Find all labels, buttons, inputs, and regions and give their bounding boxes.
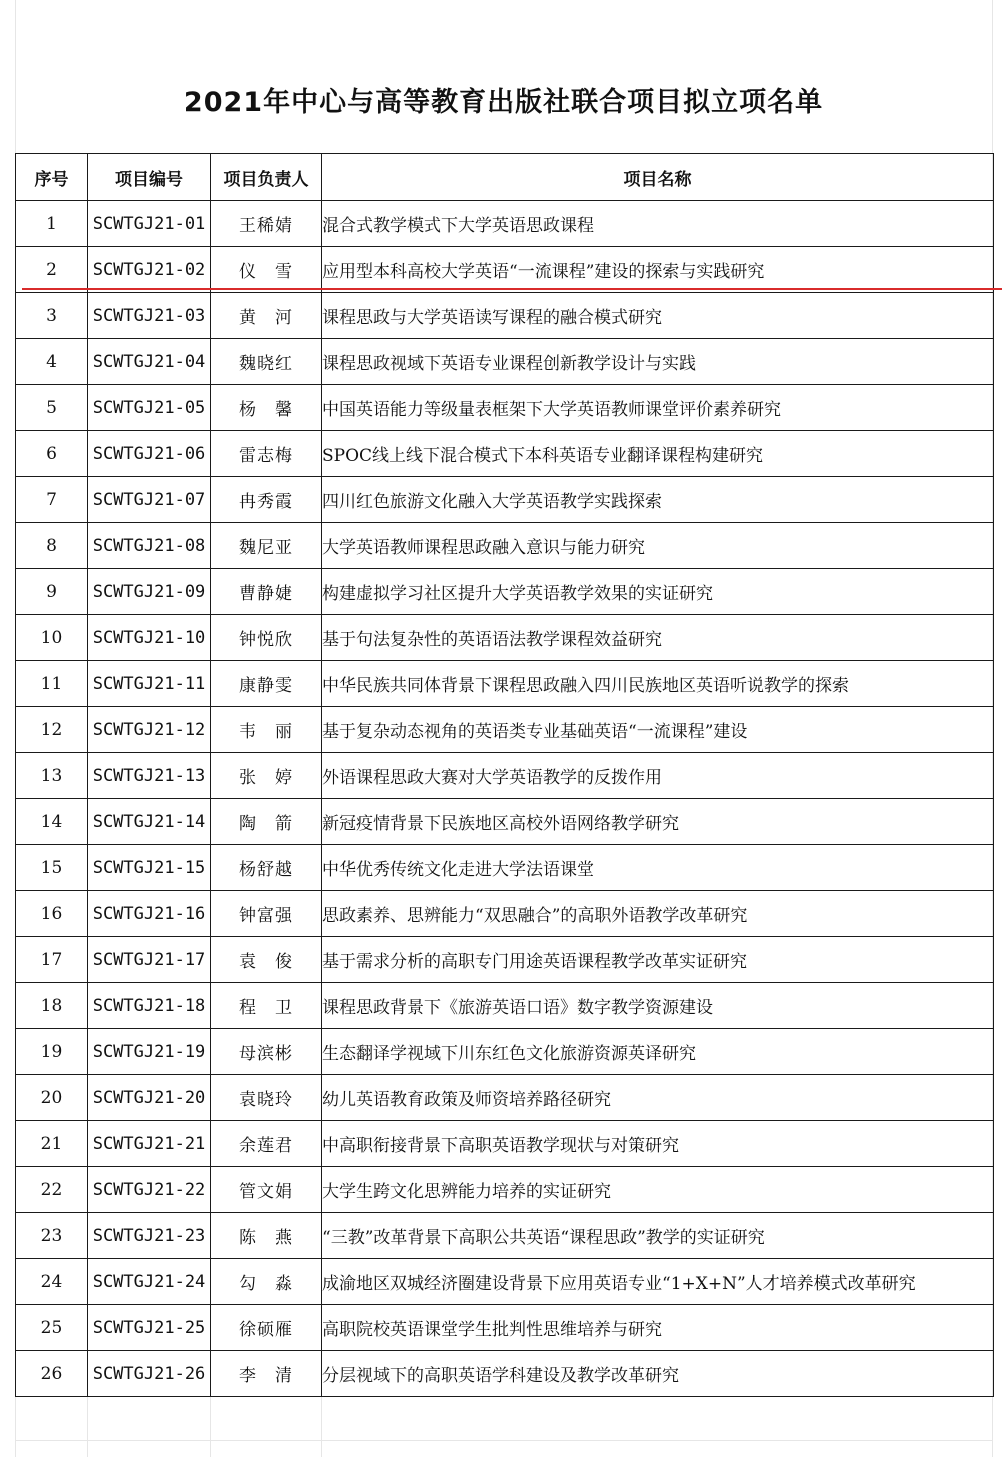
table-row — [16, 799, 994, 845]
row-serial-number: 10 — [16, 615, 88, 661]
row-project-name: 思政素养、思辨能力“双思融合”的高职外语教学改革研究 — [322, 891, 994, 937]
grid-line — [321, 1395, 322, 1457]
table-row — [16, 385, 994, 431]
table-row — [16, 1121, 994, 1167]
grid-line — [87, 1395, 88, 1457]
page-title: 2021年中心与高等教育出版社联合项目拟立项名单 — [183, 87, 824, 119]
row-project-leader: 王稀婧 — [211, 201, 322, 247]
row-project-code: SCWTGJ21-02 — [88, 247, 211, 293]
row-serial-number: 22 — [16, 1167, 88, 1213]
row-project-leader: 袁 俊 — [211, 937, 322, 983]
table-row — [16, 1075, 994, 1121]
row-project-leader: 仪 雪 — [211, 247, 322, 293]
row-project-leader: 魏晓红 — [211, 339, 322, 385]
table-row — [16, 845, 994, 891]
row-serial-number: 5 — [16, 385, 88, 431]
header-project-name: 项目名称 — [322, 154, 994, 201]
row-project-leader: 母滨彬 — [211, 1029, 322, 1075]
table-row — [16, 431, 994, 477]
row-project-code: SCWTGJ21-05 — [88, 385, 211, 431]
table-row — [16, 339, 994, 385]
row-project-name: 混合式教学模式下大学英语思政课程 — [322, 201, 994, 247]
header-project-code: 项目编号 — [88, 154, 211, 201]
row-project-code: SCWTGJ21-15 — [88, 845, 211, 891]
row-project-name: 中华民族共同体背景下课程思政融入四川民族地区英语听说教学的探索 — [322, 661, 994, 707]
row-project-leader: 袁晓玲 — [211, 1075, 322, 1121]
row-project-leader: 李 清 — [211, 1351, 322, 1397]
row-project-name: 中华优秀传统文化走进大学法语课堂 — [322, 845, 994, 891]
row-project-code: SCWTGJ21-12 — [88, 707, 211, 753]
row-project-name: 课程思政视域下英语专业课程创新教学设计与实践 — [322, 339, 994, 385]
row-project-code: SCWTGJ21-10 — [88, 615, 211, 661]
row-project-name: SPOC线上线下混合模式下本科英语专业翻译课程构建研究 — [322, 431, 994, 477]
row-serial-number: 11 — [16, 661, 88, 707]
row-project-leader: 管文娟 — [211, 1167, 322, 1213]
row-project-leader: 曹静婕 — [211, 569, 322, 615]
row-project-code: SCWTGJ21-23 — [88, 1213, 211, 1259]
table-header-row — [16, 154, 994, 201]
table-row — [16, 707, 994, 753]
table-row — [16, 477, 994, 523]
row-project-name: 成渝地区双城经济圈建设背景下应用英语专业“1+X+N”人才培养模式改革研究 — [322, 1259, 994, 1305]
table-row — [16, 1029, 994, 1075]
row-project-leader: 黄 河 — [211, 293, 322, 339]
row-serial-number: 12 — [16, 707, 88, 753]
table-row — [16, 201, 994, 247]
row-project-name: 新冠疫情背景下民族地区高校外语网络教学研究 — [322, 799, 994, 845]
header-serial-number: 序号 — [16, 154, 88, 201]
table-row — [16, 247, 994, 293]
row-project-code: SCWTGJ21-08 — [88, 523, 211, 569]
row-project-leader: 魏尼亚 — [211, 523, 322, 569]
row-serial-number: 17 — [16, 937, 88, 983]
row-project-code: SCWTGJ21-13 — [88, 753, 211, 799]
row-serial-number: 19 — [16, 1029, 88, 1075]
row-serial-number: 9 — [16, 569, 88, 615]
row-serial-number: 6 — [16, 431, 88, 477]
row-project-leader: 韦 丽 — [211, 707, 322, 753]
row-project-leader: 杨 馨 — [211, 385, 322, 431]
row-project-leader: 钟富强 — [211, 891, 322, 937]
project-table — [15, 153, 994, 1397]
table-row — [16, 1305, 994, 1351]
row-project-leader: 陶 箭 — [211, 799, 322, 845]
table-row — [16, 615, 994, 661]
row-serial-number: 16 — [16, 891, 88, 937]
row-serial-number: 24 — [16, 1259, 88, 1305]
row-project-name: 基于复杂动态视角的英语类专业基础英语“一流课程”建设 — [322, 707, 994, 753]
table-row — [16, 661, 994, 707]
row-serial-number: 2 — [16, 247, 88, 293]
row-project-name: 应用型本科高校大学英语“一流课程”建设的探索与实践研究 — [322, 247, 994, 293]
row-serial-number: 7 — [16, 477, 88, 523]
row-project-code: SCWTGJ21-07 — [88, 477, 211, 523]
row-project-leader: 勾 淼 — [211, 1259, 322, 1305]
row-project-name: “三教”改革背景下高职公共英语“课程思政”教学的实证研究 — [322, 1213, 994, 1259]
row-project-name: 课程思政背景下《旅游英语口语》数字教学资源建设 — [322, 983, 994, 1029]
row-serial-number: 13 — [16, 753, 88, 799]
row-project-name: 外语课程思政大赛对大学英语教学的反拨作用 — [322, 753, 994, 799]
row-project-code: SCWTGJ21-14 — [88, 799, 211, 845]
row-serial-number: 3 — [16, 293, 88, 339]
row-serial-number: 26 — [16, 1351, 88, 1397]
row-project-name: 幼儿英语教育政策及师资培养路径研究 — [322, 1075, 994, 1121]
table-row — [16, 1351, 994, 1397]
row-project-leader: 雷志梅 — [211, 431, 322, 477]
table-row — [16, 1167, 994, 1213]
row-serial-number: 25 — [16, 1305, 88, 1351]
row-project-name: 中国英语能力等级量表框架下大学英语教师课堂评价素养研究 — [322, 385, 994, 431]
row-project-leader: 张 婷 — [211, 753, 322, 799]
grid-line — [15, 1440, 993, 1441]
table-row — [16, 891, 994, 937]
row-project-leader: 余莲君 — [211, 1121, 322, 1167]
row-project-name: 四川红色旅游文化融入大学英语教学实践探索 — [322, 477, 994, 523]
row-serial-number: 1 — [16, 201, 88, 247]
row-project-code: SCWTGJ21-09 — [88, 569, 211, 615]
row-project-name: 生态翻译学视域下川东红色文化旅游资源英译研究 — [322, 1029, 994, 1075]
table-row — [16, 569, 994, 615]
table-row — [16, 523, 994, 569]
row-project-code: SCWTGJ21-16 — [88, 891, 211, 937]
row-project-code: SCWTGJ21-18 — [88, 983, 211, 1029]
row-project-leader: 钟悦欣 — [211, 615, 322, 661]
row-serial-number: 21 — [16, 1121, 88, 1167]
row-project-code: SCWTGJ21-25 — [88, 1305, 211, 1351]
row-serial-number: 18 — [16, 983, 88, 1029]
row-project-code: SCWTGJ21-01 — [88, 201, 211, 247]
table-row — [16, 753, 994, 799]
row-project-code: SCWTGJ21-03 — [88, 293, 211, 339]
row-serial-number: 20 — [16, 1075, 88, 1121]
row-project-name: 课程思政与大学英语读写课程的融合模式研究 — [322, 293, 994, 339]
row-project-name: 基于需求分析的高职专门用途英语课程教学改革实证研究 — [322, 937, 994, 983]
row-project-leader: 杨舒越 — [211, 845, 322, 891]
row-serial-number: 15 — [16, 845, 88, 891]
table-row — [16, 1259, 994, 1305]
table-row — [16, 937, 994, 983]
row-project-code: SCWTGJ21-17 — [88, 937, 211, 983]
row-serial-number: 8 — [16, 523, 88, 569]
table-row — [16, 1213, 994, 1259]
row-project-code: SCWTGJ21-26 — [88, 1351, 211, 1397]
row-project-leader: 程 卫 — [211, 983, 322, 1029]
row-project-leader: 康静雯 — [211, 661, 322, 707]
row-project-code: SCWTGJ21-04 — [88, 339, 211, 385]
red-underline-mark — [22, 288, 1002, 290]
row-project-name: 分层视域下的高职英语学科建设及教学改革研究 — [322, 1351, 994, 1397]
row-project-code: SCWTGJ21-19 — [88, 1029, 211, 1075]
row-project-name: 中高职衔接背景下高职英语教学现状与对策研究 — [322, 1121, 994, 1167]
row-project-code: SCWTGJ21-24 — [88, 1259, 211, 1305]
table-row — [16, 293, 994, 339]
row-project-code: SCWTGJ21-20 — [88, 1075, 211, 1121]
row-project-name: 大学生跨文化思辨能力培养的实证研究 — [322, 1167, 994, 1213]
row-serial-number: 14 — [16, 799, 88, 845]
row-project-code: SCWTGJ21-11 — [88, 661, 211, 707]
header-project-leader: 项目负责人 — [211, 154, 322, 201]
row-project-code: SCWTGJ21-22 — [88, 1167, 211, 1213]
grid-line — [210, 1395, 211, 1457]
row-project-name: 构建虚拟学习社区提升大学英语教学效果的实证研究 — [322, 569, 994, 615]
row-project-leader: 冉秀霞 — [211, 477, 322, 523]
row-project-leader: 徐硕雁 — [211, 1305, 322, 1351]
row-project-code: SCWTGJ21-06 — [88, 431, 211, 477]
row-project-name: 大学英语教师课程思政融入意识与能力研究 — [322, 523, 994, 569]
table-row — [16, 983, 994, 1029]
row-serial-number: 23 — [16, 1213, 88, 1259]
row-project-leader: 陈 燕 — [211, 1213, 322, 1259]
row-project-code: SCWTGJ21-21 — [88, 1121, 211, 1167]
row-project-name: 基于句法复杂性的英语语法教学课程效益研究 — [322, 615, 994, 661]
row-serial-number: 4 — [16, 339, 88, 385]
row-project-name: 高职院校英语课堂学生批判性思维培养与研究 — [322, 1305, 994, 1351]
